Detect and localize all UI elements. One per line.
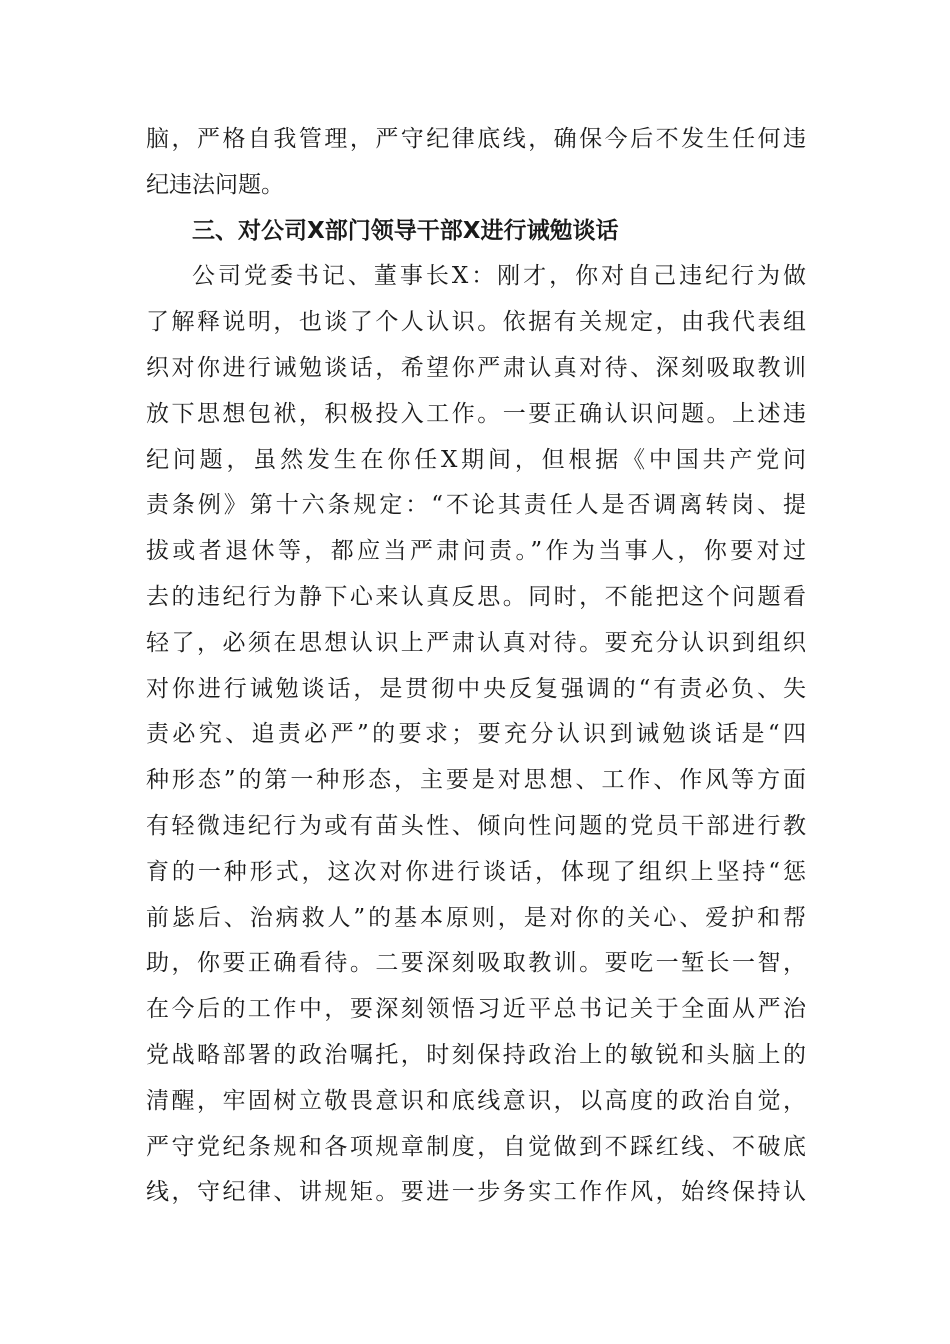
paragraph-line: 对你进行诫勉谈话，是贯彻中央反复强调的“有责必负、失 xyxy=(146,675,806,702)
paragraph-line: 去的违纪行为静下心来认真反思。同时，不能把这个问题看 xyxy=(146,583,806,610)
paragraph-line: 党战略部署的政治嘱托，时刻保持政治上的敏锐和头脑上的 xyxy=(146,1041,806,1068)
paragraph-line: 织对你进行诫勉谈话，希望你严肃认真对待、深刻吸取教训 xyxy=(146,354,806,381)
paragraph-line: 清醒，牢固树立敬畏意识和底线意识，以高度的政治自觉， xyxy=(146,1087,806,1114)
paragraph-line: 责条例》第十六条规定：“不论其责任人是否调离转岗、提 xyxy=(146,492,806,519)
paragraph-line: 了解释说明，也谈了个人认识。依据有关规定，由我代表组 xyxy=(146,309,806,336)
paragraph-line: 责必究、追责必严”的要求；要充分认识到诫勉谈话是“四 xyxy=(146,721,806,748)
document-body xyxy=(146,117,806,1216)
paragraph-line: 前毖后、治病救人”的基本原则，是对你的关心、爱护和帮 xyxy=(146,904,806,931)
paragraph-line: 脑，严格自我管理，严守纪律底线，确保今后不发生任何违 xyxy=(146,126,806,152)
paragraph-line: 拔或者退休等，都应当严肃问责。”作为当事人，你要对过 xyxy=(146,538,806,565)
paragraph-line: 轻了，必须在思想认识上严肃认真对待。要充分认识到组织 xyxy=(146,629,806,656)
section-heading: 三、对公司X部门领导干部X进行诫勉谈话 xyxy=(192,217,619,244)
paragraph-line: 助，你要正确看待。二要深刻吸取教训。要吃一堑长一智， xyxy=(146,950,806,977)
paragraph-line: 公司党委书记、董事长X：刚才，你对自己违纪行为做 xyxy=(192,263,806,290)
paragraph-line: 育的一种形式，这次对你进行谈话，体现了组织上坚持“惩 xyxy=(146,858,806,885)
paragraph-line: 有轻微违纪行为或有苗头性、倾向性问题的党员干部进行教 xyxy=(146,812,806,839)
paragraph-line: 在今后的工作中，要深刻领悟习近平总书记关于全面从严治 xyxy=(146,996,806,1023)
paragraph-line: 线，守纪律、讲规矩。要进一步务实工作作风，始终保持认 xyxy=(146,1179,806,1206)
paragraph-line: 放下思想包袱，积极投入工作。一要正确认识问题。上述违 xyxy=(146,400,806,427)
paragraph-line: 纪违法问题。 xyxy=(146,171,284,198)
paragraph-line: 种形态”的第一种形态，主要是对思想、工作、作风等方面 xyxy=(146,767,806,794)
paragraph-line: 纪问题，虽然发生在你任X期间，但根据《中国共产党问 xyxy=(146,446,806,473)
paragraph-line: 严守党纪条规和各项规章制度，自觉做到不踩红线、不破底 xyxy=(146,1133,806,1160)
